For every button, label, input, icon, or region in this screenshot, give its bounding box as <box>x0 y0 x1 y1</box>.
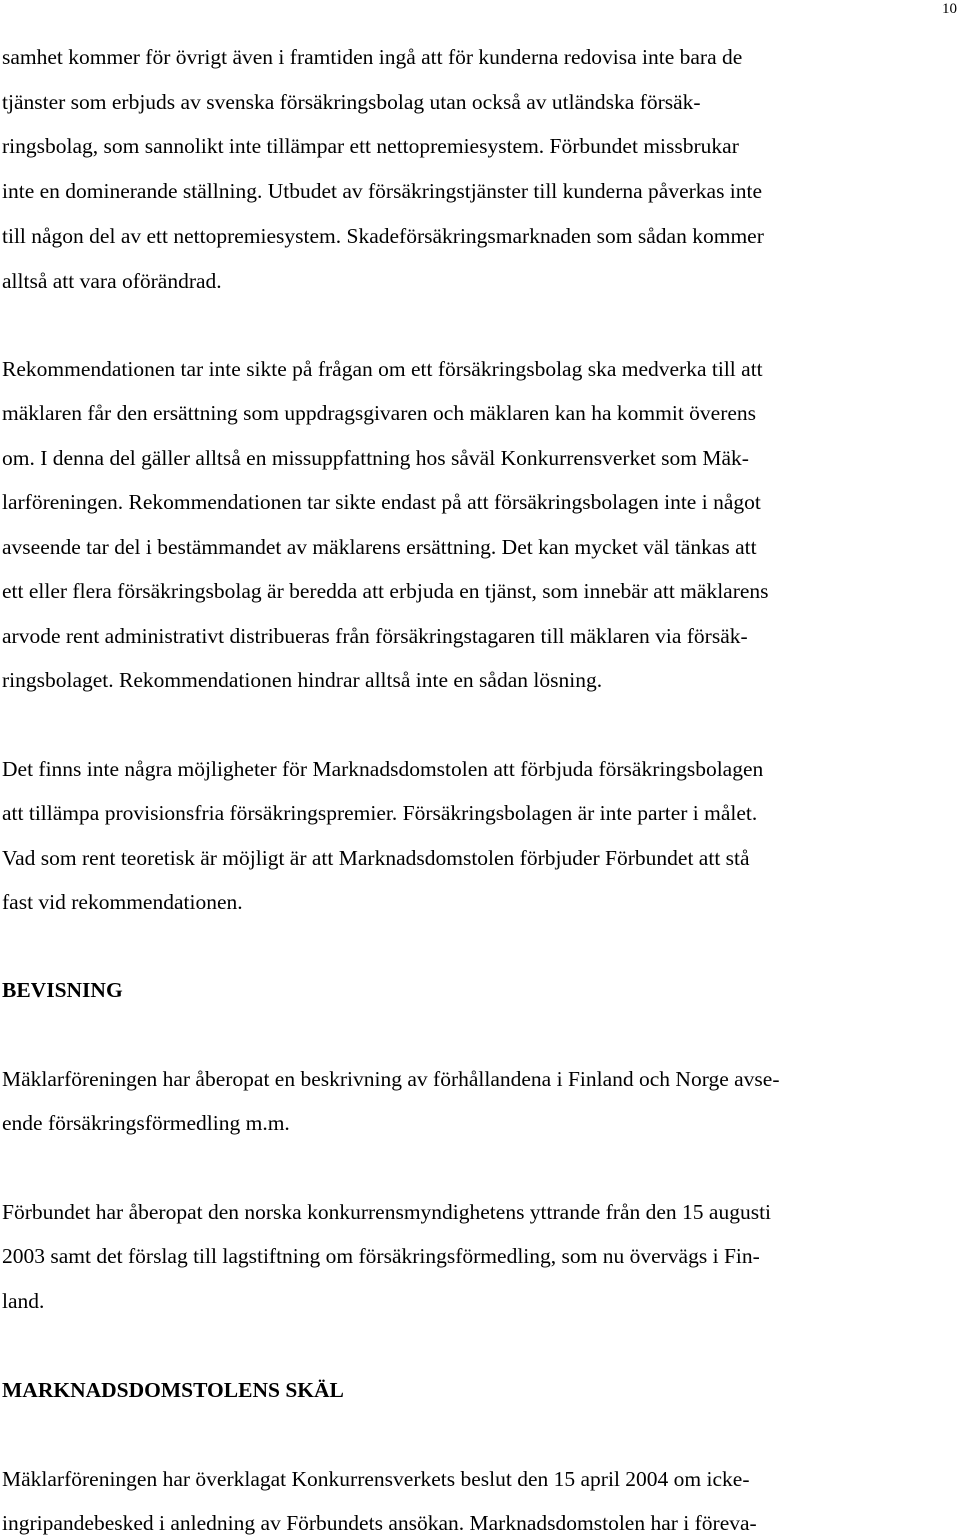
page-number: 10 <box>942 1 957 17</box>
text-line: alltså att vara oförändrad. <box>2 269 222 293</box>
text-line: Mäklarföreningen har åberopat en beskrivning av förhållandena i Finland och Norge avse- <box>2 1067 780 1091</box>
text-line: ringsbolaget. Rekommendationen hindrar alltså inte en sådan lösning. <box>2 668 603 692</box>
text-line: 2003 samt det förslag till lagstiftning om försäkringsförmedling, som nu övervägs i Fin- <box>2 1244 760 1268</box>
section-heading-bevisning: BEVISNING <box>2 978 123 1002</box>
text-line: samhet kommer för övrigt även i framtiden ingå att för kunderna redovisa inte bara de <box>2 45 743 69</box>
text-line: larföreningen. Rekommendationen tar sikte endast på att försäkringsbolagen inte i något <box>2 490 761 514</box>
text-line: land. <box>2 1289 45 1313</box>
text-line: avseende tar del i bestämmandet av mäklarens ersättning. Det kan mycket väl tänkas att <box>2 535 757 559</box>
text-line: ett eller flera försäkringsbolag är beredda att erbjuda en tjänst, som innebär att mäklarens <box>2 579 769 603</box>
text-line: fast vid rekommendationen. <box>2 890 243 914</box>
text-line: Vad som rent teoretisk är möjligt är att Marknadsdomstolen förbjuder Förbundet att stå <box>2 846 750 870</box>
text-line: ende försäkringsförmedling m.m. <box>2 1111 290 1135</box>
text-line: ingripandebesked i anledning av Förbundets ansökan. Marknadsdomstolen har i föreva- <box>2 1511 757 1535</box>
text-line: arvode rent administrativt distribueras från försäkringstagaren till mäklaren via försäk- <box>2 624 748 648</box>
text-line: tjänster som erbjuds av svenska försäkringsbolag utan också av utländska försäk- <box>2 90 701 114</box>
text-line: ringsbolag, som sannolikt inte tillämpar ett nettopremiesystem. Förbundet missbrukar <box>2 134 739 158</box>
text-line: Rekommendationen tar inte sikte på frågan om ett försäkringsbolag ska medverka till att <box>2 357 763 381</box>
text-line: att tillämpa provisionsfria försäkringspremier. Försäkringsbolagen är inte parter i målet. <box>2 801 758 825</box>
text-line: Förbundet har åberopat den norska konkurrensmyndighetens yttrande från den 15 augusti <box>2 1200 772 1224</box>
text-line: inte en dominerande ställning. Utbudet av försäkringstjänster till kunderna påverkas inte <box>2 179 763 203</box>
text-line: Det finns inte några möjligheter för Marknadsdomstolen att förbjuda försäkringsbolagen <box>2 757 764 781</box>
text-line: om. I denna del gäller alltså en missuppfattning hos såväl Konkurrensverket som Mäk- <box>2 446 749 470</box>
section-heading-skal: MARKNADSDOMSTOLENS SKÄL <box>2 1378 344 1402</box>
text-line: till någon del av ett nettopremiesystem. Skadeförsäkringsmarknaden som sådan kommer <box>2 224 764 248</box>
text-line: Mäklarföreningen har överklagat Konkurrensverkets beslut den 15 april 2004 om icke- <box>2 1467 750 1491</box>
text-line: mäklaren får den ersättning som uppdragsgivaren och mäklaren kan ha kommit överens <box>2 401 757 425</box>
